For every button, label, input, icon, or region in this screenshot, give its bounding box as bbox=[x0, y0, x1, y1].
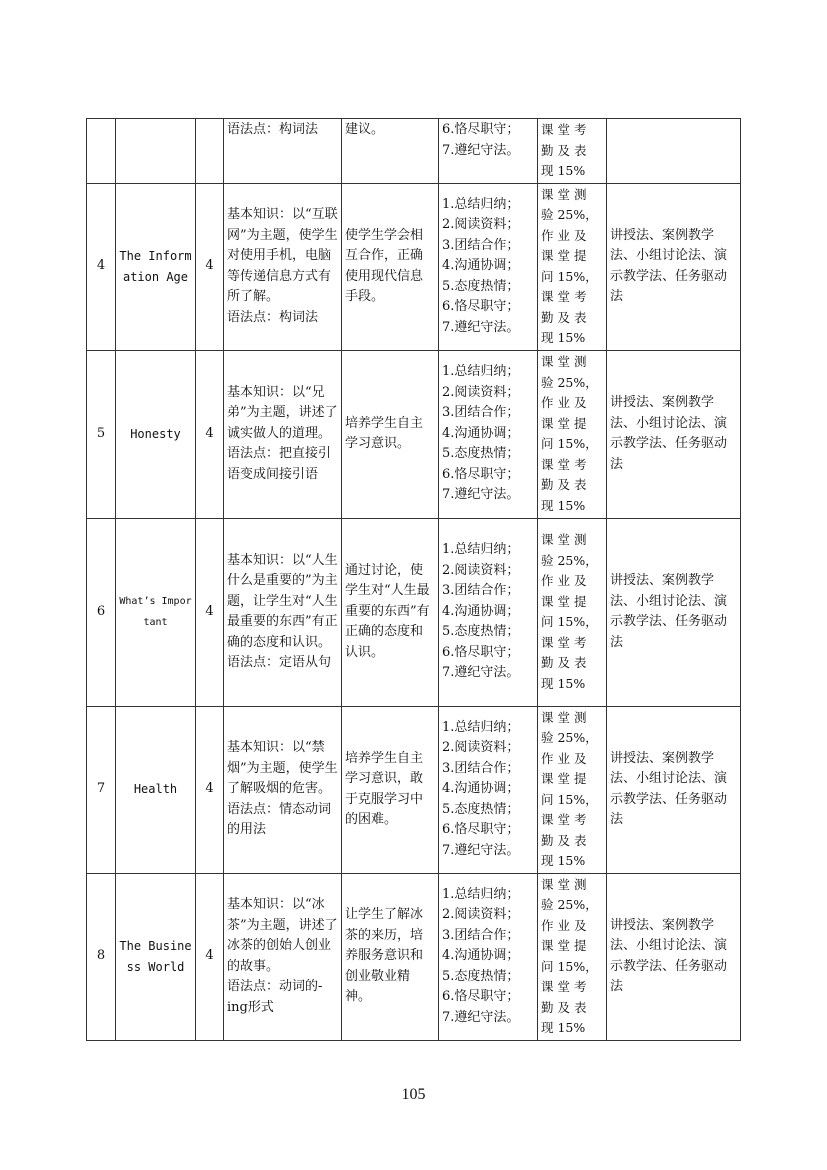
literacy-item: 6.恪尽职守； bbox=[442, 644, 520, 660]
page-number: 105 bbox=[401, 1086, 426, 1103]
assessment-line: 现 15% bbox=[541, 330, 586, 345]
literacy-item: 4.沟通协调； bbox=[442, 258, 520, 274]
goal-text: 培养学生自主学习意识，敢于克服学习中的困难。 bbox=[345, 750, 424, 827]
literacy-item: 3.团结合作； bbox=[442, 583, 520, 599]
table-row bbox=[87, 518, 741, 706]
content-cell bbox=[224, 873, 342, 1040]
table-row bbox=[87, 183, 741, 350]
assessment-line: 作 业 及 bbox=[541, 917, 587, 933]
content-line: 语法点：构词法 bbox=[227, 122, 319, 137]
literacy-cell bbox=[439, 873, 538, 1040]
literacy-item: 3.团结合作； bbox=[442, 237, 520, 253]
assessment-line: 勤 及 表 bbox=[541, 655, 587, 670]
content-line: 基本知识：以“禁烟”为主题，使学生了解吸烟的危害。 bbox=[227, 740, 338, 797]
unit-name-cell bbox=[116, 119, 196, 184]
literacy-item: 7.遵纪守法。 bbox=[442, 665, 520, 681]
goal-cell bbox=[342, 518, 439, 706]
content-line: 语法点：构词法 bbox=[227, 309, 319, 325]
literacy-item: 5.态度热情； bbox=[442, 968, 520, 984]
literacy-item: 2.阅读资料； bbox=[442, 217, 520, 233]
literacy-item: 3.团结合作； bbox=[442, 405, 520, 421]
table-body bbox=[87, 119, 741, 1041]
literacy-item: 6.恪尽职守； bbox=[442, 299, 520, 315]
unit-number-cell: 6 bbox=[87, 518, 116, 706]
literacy-item: 6.恪尽职守； bbox=[442, 466, 520, 482]
literacy-item: 7.遵纪守法。 bbox=[442, 842, 520, 858]
assessment-line: 课 堂 考 bbox=[541, 812, 587, 827]
assessment-cell bbox=[538, 183, 607, 350]
literacy-item: 1.总结归纳； bbox=[442, 542, 520, 558]
content-cell bbox=[224, 518, 342, 706]
literacy-item: 1.总结归纳； bbox=[442, 364, 520, 380]
table-row bbox=[87, 873, 741, 1040]
assessment-line: 课 堂 考 bbox=[541, 289, 587, 304]
literacy-item: 3.团结合作； bbox=[442, 760, 520, 776]
unit-number-cell: 8 bbox=[87, 873, 116, 1040]
assessment-line: 课 堂 提 bbox=[541, 771, 587, 786]
literacy-item: 5.态度热情； bbox=[442, 446, 520, 462]
hours-cell: 4 bbox=[196, 350, 224, 518]
hours-cell bbox=[196, 119, 224, 184]
course-schedule-table bbox=[86, 118, 741, 1041]
assessment-line: 课 堂 考 bbox=[541, 979, 587, 994]
hours-cell: 4 bbox=[196, 183, 224, 350]
literacy-item: 1.总结归纳； bbox=[442, 886, 520, 902]
literacy-item: 1.总结归纳； bbox=[442, 196, 520, 212]
method-cell: 讲授法、案例教学法、小组讨论法、演示教学法、任务驱动法 bbox=[607, 183, 741, 350]
assessment-line: 作 业 及 bbox=[541, 395, 587, 410]
unit-name-cell: Health bbox=[116, 706, 196, 873]
assessment-cell bbox=[538, 518, 607, 706]
goal-cell bbox=[342, 873, 439, 1040]
literacy-item: 2.阅读资料； bbox=[442, 907, 520, 923]
assessment-cell bbox=[538, 350, 607, 518]
literacy-item: 7.遵纪守法。 bbox=[442, 142, 520, 158]
goal-text: 培养学生自主学习意识。 bbox=[345, 415, 424, 451]
assessment-line: 验 25%， bbox=[541, 207, 598, 222]
unit-number-cell bbox=[87, 119, 116, 184]
assessment-line: 问 15%， bbox=[541, 268, 598, 284]
content-line: 语法点：动词的-ing形式 bbox=[227, 979, 323, 1015]
assessment-line: 课 堂 提 bbox=[541, 248, 587, 263]
literacy-cell bbox=[439, 350, 538, 518]
assessment-line: 课 堂 测 bbox=[541, 709, 587, 725]
literacy-item: 7.遵纪守法。 bbox=[442, 487, 520, 503]
goal-cell bbox=[342, 119, 439, 184]
content-cell bbox=[224, 119, 342, 184]
unit-number-cell: 4 bbox=[87, 183, 116, 350]
literacy-item: 5.态度热情； bbox=[442, 801, 520, 817]
literacy-item: 6.恪尽职守； bbox=[442, 989, 520, 1005]
assessment-line: 课 堂 测 bbox=[541, 354, 587, 369]
goal-cell bbox=[342, 706, 439, 873]
assessment-line: 验 25%， bbox=[541, 374, 598, 390]
assessment-line: 验 25%， bbox=[541, 730, 598, 745]
assessment-line: 现 15% bbox=[541, 497, 586, 513]
assessment-line: 验 25%， bbox=[541, 897, 598, 912]
assessment-line: 作 业 及 bbox=[541, 227, 587, 243]
unit-name-cell: Honesty bbox=[116, 350, 196, 518]
literacy-cell bbox=[439, 518, 538, 706]
goal-cell bbox=[342, 350, 439, 518]
assessment-line: 课 堂 提 bbox=[541, 938, 587, 953]
hours-cell: 4 bbox=[196, 873, 224, 1040]
unit-number-cell: 7 bbox=[87, 706, 116, 873]
assessment-line: 现 15% bbox=[541, 163, 586, 178]
literacy-item: 4.沟通协调； bbox=[442, 781, 520, 797]
table-row bbox=[87, 119, 741, 184]
literacy-item: 2.阅读资料； bbox=[442, 562, 520, 578]
assessment-line: 勤 及 表 bbox=[541, 309, 587, 325]
hours-cell: 4 bbox=[196, 518, 224, 706]
assessment-cell bbox=[538, 873, 607, 1040]
assessment-cell bbox=[538, 119, 607, 184]
assessment-line: 课 堂 提 bbox=[541, 415, 587, 431]
content-line: 语法点：定语从句 bbox=[227, 655, 332, 670]
assessment-line: 课 堂 考 bbox=[541, 122, 587, 137]
content-line: 基本知识：以“冰茶”为主题，讲述了冰茶的创始人创业的故事。 bbox=[227, 897, 338, 974]
content-line: 基本知识：以“兄弟”为主题，讲述了诚实做人的道理。 bbox=[227, 384, 338, 441]
content-cell bbox=[224, 706, 342, 873]
table-row bbox=[87, 706, 741, 873]
goal-text: 让学生了解冰茶的来历，培养服务意识和创业敬业精神。 bbox=[345, 907, 424, 1005]
literacy-cell bbox=[439, 706, 538, 873]
assessment-line: 勤 及 表 bbox=[541, 142, 587, 158]
content-cell bbox=[224, 350, 342, 518]
assessment-line: 课 堂 测 bbox=[541, 186, 587, 202]
literacy-item: 7.遵纪守法。 bbox=[442, 319, 520, 335]
unit-name-cell: The Business World bbox=[116, 873, 196, 1040]
literacy-item: 4.沟通协调； bbox=[442, 425, 520, 441]
method-cell: 讲授法、案例教学法、小组讨论法、演示教学法、任务驱动法 bbox=[607, 873, 741, 1040]
literacy-item: 2.阅读资料； bbox=[442, 384, 520, 400]
assessment-cell bbox=[538, 706, 607, 873]
literacy-item: 5.态度热情； bbox=[442, 278, 520, 294]
method-cell: 讲授法、案例教学法、小组讨论法、演示教学法、任务驱动法 bbox=[607, 350, 741, 518]
literacy-item: 4.沟通协调； bbox=[442, 603, 520, 619]
content-line: 语法点：情态动词的用法 bbox=[227, 801, 332, 838]
unit-name-cell: What’s Important bbox=[116, 518, 196, 706]
assessment-line: 课 堂 测 bbox=[541, 532, 587, 547]
content-line: 基本知识：以“人生什么是重要的”为主题，让学生对“人生最重要的东西”有正确的态度和认识。 bbox=[227, 552, 338, 650]
method-cell: 讲授法、案例教学法、小组讨论法、演示教学法、任务驱动法 bbox=[607, 706, 741, 873]
content-line: 基本知识：以“互联网”为主题，使学生对使用手机，电脑等传递信息方式有所了解。 bbox=[227, 207, 338, 304]
literacy-item: 3.团结合作； bbox=[442, 927, 520, 943]
assessment-line: 问 15%， bbox=[541, 436, 598, 451]
literacy-item: 6.恪尽职守； bbox=[442, 822, 520, 838]
assessment-line: 课 堂 测 bbox=[541, 876, 587, 892]
assessment-line: 课 堂 考 bbox=[541, 456, 587, 472]
assessment-line: 现 15% bbox=[541, 675, 586, 691]
table-row bbox=[87, 350, 741, 518]
goal-text: 通过讨论，使学生对“人生最重要的东西”有正确的态度和认识。 bbox=[345, 562, 430, 660]
assessment-line: 勤 及 表 bbox=[541, 999, 587, 1015]
content-cell bbox=[224, 183, 342, 350]
assessment-line: 作 业 及 bbox=[541, 573, 587, 588]
goal-text: 建议。 bbox=[345, 122, 385, 137]
unit-name-cell: The Information Age bbox=[116, 183, 196, 350]
goal-text: 使学生学会相互合作，正确使用现代信息手段。 bbox=[345, 227, 424, 304]
assessment-line: 作 业 及 bbox=[541, 750, 587, 766]
assessment-line: 现 15% bbox=[541, 853, 586, 868]
literacy-item: 6.恪尽职守； bbox=[442, 122, 520, 137]
literacy-item: 4.沟通协调； bbox=[442, 948, 520, 964]
assessment-line: 课 堂 提 bbox=[541, 593, 587, 609]
content-line: 语法点：把直接引语变成间接引语 bbox=[227, 446, 332, 482]
method-cell: 讲授法、案例教学法、小组讨论法、演示教学法、任务驱动法 bbox=[607, 518, 741, 706]
method-cell bbox=[607, 119, 741, 184]
unit-number-cell: 5 bbox=[87, 350, 116, 518]
assessment-line: 问 15%， bbox=[541, 958, 598, 974]
assessment-line: 现 15% bbox=[541, 1020, 586, 1035]
literacy-item: 5.态度热情； bbox=[442, 624, 520, 640]
goal-cell bbox=[342, 183, 439, 350]
literacy-item: 7.遵纪守法。 bbox=[442, 1009, 520, 1025]
literacy-item: 2.阅读资料； bbox=[442, 740, 520, 756]
assessment-line: 勤 及 表 bbox=[541, 477, 587, 492]
hours-cell: 4 bbox=[196, 706, 224, 873]
literacy-cell bbox=[439, 183, 538, 350]
assessment-line: 课 堂 考 bbox=[541, 634, 587, 650]
assessment-line: 问 15%， bbox=[541, 791, 598, 807]
literacy-cell bbox=[439, 119, 538, 184]
assessment-line: 勤 及 表 bbox=[541, 832, 587, 848]
literacy-item: 1.总结归纳； bbox=[442, 719, 520, 735]
assessment-line: 验 25%， bbox=[541, 552, 598, 568]
assessment-line: 问 15%， bbox=[541, 614, 598, 629]
